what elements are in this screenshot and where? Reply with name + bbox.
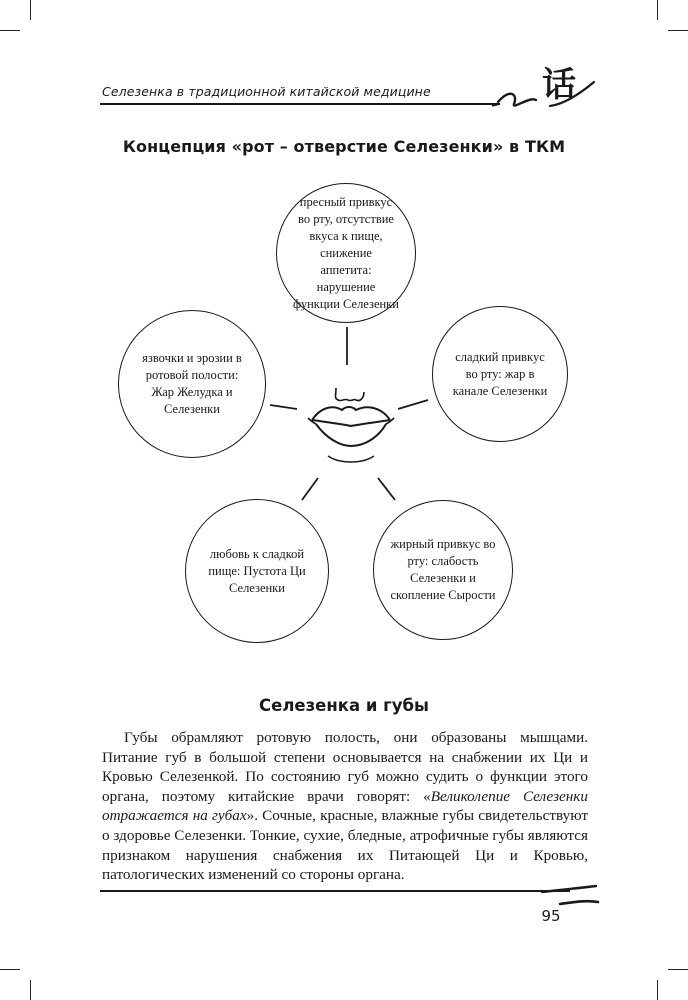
- connector-bottom-left: [302, 478, 318, 500]
- crop-mark: [0, 969, 20, 970]
- connector-left: [270, 405, 297, 409]
- figure-title: Концепция «рот – отверстие Селезенки» в ТКМ: [122, 137, 566, 156]
- footer-rule: [100, 890, 570, 892]
- circle-right: [432, 306, 568, 442]
- page-number: 95: [541, 907, 561, 925]
- circle-left: [118, 310, 266, 458]
- circle-bottom-right: [373, 500, 513, 640]
- crop-mark: [668, 969, 688, 970]
- paragraph: [102, 728, 588, 885]
- paragraph-text-start: Губы обрамляют ротовую полость, они образованы мышцами. Питание губ в большой степени основывается на снабжении их Ци и Кровью Селезенкой. По состоянию губ можно судить о функции этого органа, поэтому китайские врачи говорят: «: [102, 729, 588, 805]
- paragraph-text-end: ». Сочные, красные, влажные губы свидетельствуют о здоровье Селезенки. Тонкие, сухие, бледные, атрофичные губы являются признаком нарушения снабжения их Питающей Ци и Кровью, патологических изменений со стороны органа.: [102, 807, 588, 884]
- circle-bottom-left: [185, 499, 329, 643]
- running-title: Селезенка в традиционной китайской медицине: [102, 84, 431, 99]
- circle-bottom-right-text: жирный привкус во рту: слабость Селезенки и скопление Сырости: [390, 537, 496, 602]
- circle-bottom-left-text: любовь к сладкой пище: Пустота Ци Селезенки: [208, 546, 306, 595]
- svg-text:话: 话: [542, 65, 576, 105]
- body-text: [102, 728, 588, 885]
- circle-left-text: язвочки и эрозии в ротовой полости: Жар Желудка и Селезенки: [142, 351, 242, 416]
- lips-and-nose-icon: [306, 378, 396, 468]
- connector-right: [398, 400, 428, 409]
- circle-right-text: сладкий привкус во рту: жар в канале Селезенки: [452, 349, 548, 398]
- circle-top: [276, 183, 416, 323]
- crop-mark: [30, 980, 31, 1000]
- section-title: Селезенка и губы: [259, 696, 429, 715]
- quote-text: Великолепие Селезенки отражается на губах: [102, 787, 588, 825]
- crop-mark: [657, 980, 658, 1000]
- connector-bottom-right: [378, 478, 395, 500]
- circle-top-text: пресный привкус во рту, отсутствие вкуса к пище, снижение аппетита: нарушение функции Селезенки: [293, 194, 399, 311]
